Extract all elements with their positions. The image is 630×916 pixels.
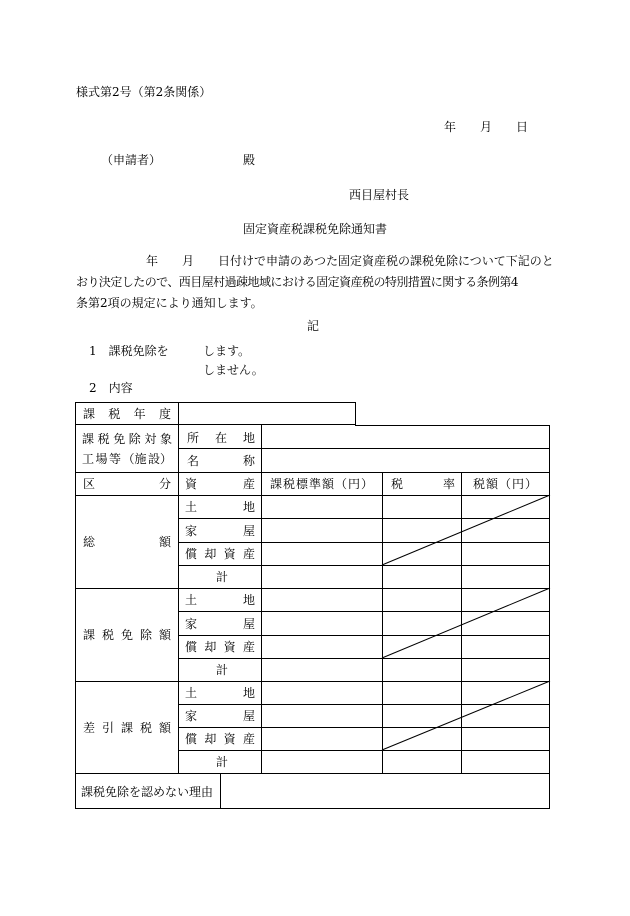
row-land: 土 地: [185, 593, 255, 607]
row-subtotal: 計: [216, 755, 229, 769]
body-line-2: おり決定したので、西目屋村過疎地域における固定資産税の特別措置に関する条例第4: [76, 275, 518, 289]
tax-year-label: 課 税 年 度: [83, 407, 171, 421]
ki-heading: 記: [307, 319, 320, 333]
item1-option-shimasen: しません。: [203, 363, 264, 377]
facility-label-line-2: 工 場 等 （施 設）: [82, 452, 172, 466]
body-paragraph: [76, 251, 554, 314]
row-land: 土 地: [185, 500, 255, 514]
row-depreciable: 償 却 資 産: [185, 732, 255, 746]
name-label: 名 称: [187, 454, 255, 468]
row-subtotal: 計: [216, 663, 229, 677]
item1-option-shimasu: します。: [203, 344, 251, 358]
body-line-3: 条第2項の規定により通知します。: [76, 296, 263, 310]
applicant-label: （申請者）: [101, 153, 162, 167]
row-house: 家 屋: [185, 523, 255, 538]
standard-header: 課税標準額（円）: [269, 477, 374, 491]
row-depreciable: 償 却 資 産: [185, 547, 255, 561]
section-exemption-label: 課 税 免 除 額: [83, 628, 171, 642]
facility-label: [82, 429, 172, 469]
amount-header: 税額（円）: [472, 477, 538, 491]
section-net-label: 差 引 課 税 額: [83, 720, 171, 735]
item1-label: 1 課税免除を: [89, 344, 169, 358]
row-land: 土 地: [185, 686, 255, 700]
date-month: 月: [480, 120, 493, 134]
location-label: 所 在 地: [187, 430, 255, 445]
section-total-label: 総 額: [83, 535, 171, 549]
rate-header: 税 率: [391, 477, 455, 491]
item2-label: 2 内容: [89, 381, 133, 395]
division-header: 区 分: [83, 477, 171, 491]
facility-label-line-1: 課 税 免 除 対 象: [82, 432, 172, 446]
document-title: 固定資産税課税免除通知書: [242, 222, 387, 236]
asset-header: 資 産: [185, 477, 255, 491]
reason-label: 課税免除を認めない理由: [81, 784, 214, 799]
issuer: 西目屋村長: [349, 188, 410, 202]
row-house: 家 屋: [185, 709, 255, 723]
row-subtotal: 計: [216, 570, 229, 584]
row-house: 家 屋: [185, 616, 255, 631]
honorific: 殿: [243, 153, 256, 167]
row-depreciable: 償 却 資 産: [185, 640, 255, 654]
form-number: 様式第2号（第2条関係）: [76, 85, 212, 99]
date-day: 日: [516, 120, 529, 134]
date-year: 年: [444, 120, 457, 134]
body-line-1: 年 月 日付けで申請のあつた固定資産税の課税免除について下記のと: [146, 254, 554, 268]
